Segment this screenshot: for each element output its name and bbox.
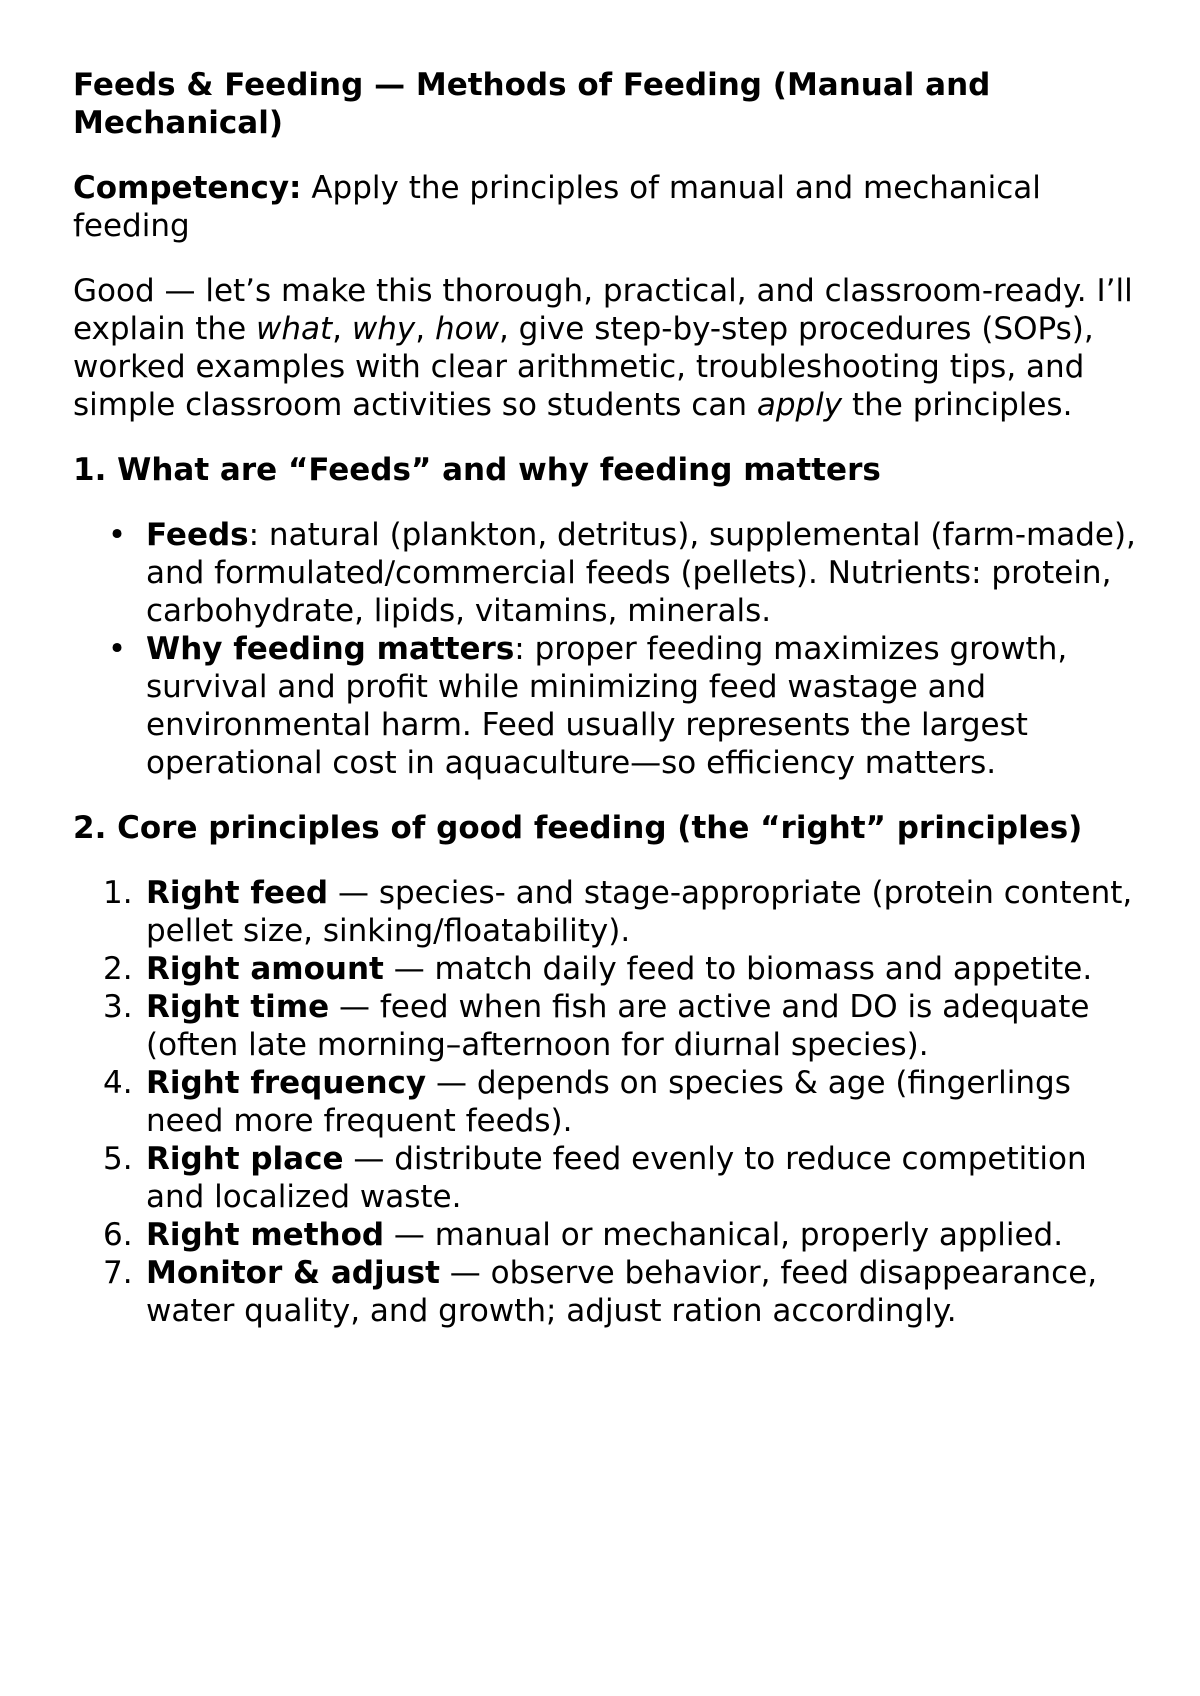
intro-emphasis-what: what [256, 311, 333, 347]
competency-statement [73, 169, 1143, 245]
list-item [73, 516, 1143, 630]
document-content [73, 66, 1143, 1330]
principles-list [73, 874, 1143, 1330]
list-item [73, 1254, 1143, 1330]
principle-term: Right frequency [146, 1065, 427, 1101]
list-item [73, 1140, 1143, 1216]
bullet-text: : natural (plankton, detritus), supplemental (farm-made), and formulated/commercial feeds (pellets). Nutrients: protein, carbohydrate, lipids, vitamins, minerals. [146, 517, 1136, 629]
intro-emphasis-why: why [351, 311, 416, 347]
bullet-text: : proper feeding maximizes growth, survival and profit while minimizing feed wastage and environmental harm. Feed usually represents the largest operational cost in aquaculture—so efficiency matters. [146, 631, 1068, 781]
section-1-heading: 1. What are “Feeds” and why feeding matters [73, 452, 881, 488]
intro-emphasis-apply: apply [756, 387, 843, 423]
list-item [73, 874, 1143, 950]
principle-term: Right time [146, 989, 330, 1025]
bullet-term: Why feeding matters [146, 631, 515, 667]
bullet-term: Feeds [146, 517, 249, 553]
principle-term: Monitor & adjust [146, 1255, 440, 1291]
section-2-heading: 2. Core principles of good feeding (the “right” principles) [73, 810, 1083, 846]
principle-text: — species- and stage-appropriate (protein content, pellet size, sinking/floatability). [146, 875, 1133, 949]
section-1-bullet-list [73, 516, 1143, 782]
competency-label: Competency: [73, 170, 302, 206]
intro-emphasis-how: how [434, 311, 499, 347]
intro-separator-1: , [332, 311, 352, 347]
item-number: 4. [103, 1065, 133, 1101]
list-item [73, 1064, 1143, 1140]
principle-term: Right feed [146, 875, 329, 911]
competency-text: Apply the principles of manual and mechanical feeding [73, 170, 1041, 244]
document-title: Feeds & Feeding — Methods of Feeding (Manual and Mechanical) [73, 67, 991, 141]
principle-text: — manual or mechanical, properly applied. [384, 1217, 1064, 1253]
intro-text-1: Good — let’s make this thorough, practical, and classroom-ready. I’ll explain the [73, 273, 1133, 347]
list-item [73, 630, 1143, 782]
intro-separator-2: , [415, 311, 435, 347]
list-item [73, 988, 1143, 1064]
principle-text: — match daily feed to biomass and appetite. [383, 951, 1093, 987]
intro-paragraph [73, 272, 1143, 424]
item-number: 1. [103, 875, 133, 911]
principle-text: — observe behavior, feed disappearance, water quality, and growth; adjust ration accordingly. [146, 1255, 1098, 1329]
principle-text: — distribute feed evenly to reduce competition and localized waste. [146, 1141, 1087, 1215]
bullet-marker: • [107, 631, 127, 667]
list-item [73, 950, 1143, 988]
intro-text-3: the principles. [842, 387, 1073, 423]
item-number: 3. [103, 989, 133, 1025]
principle-term: Right place [146, 1141, 344, 1177]
item-number: 6. [103, 1217, 133, 1253]
principle-text: — depends on species & age (fingerlings need more frequent feeds). [146, 1065, 1071, 1139]
bullet-marker: • [107, 517, 127, 553]
principle-term: Right amount [146, 951, 384, 987]
list-item [73, 1216, 1143, 1254]
intro-text-2: , give step-by-step procedures (SOPs), worked examples with clear arithmetic, troubleshooting tips, and simple classroom activities so students can [73, 311, 1094, 423]
item-number: 2. [103, 951, 133, 987]
item-number: 7. [103, 1255, 133, 1291]
principle-text: — feed when fish are active and DO is adequate (often late morning–afternoon for diurnal species). [146, 989, 1090, 1063]
principle-term: Right method [146, 1217, 385, 1253]
item-number: 5. [103, 1141, 133, 1177]
